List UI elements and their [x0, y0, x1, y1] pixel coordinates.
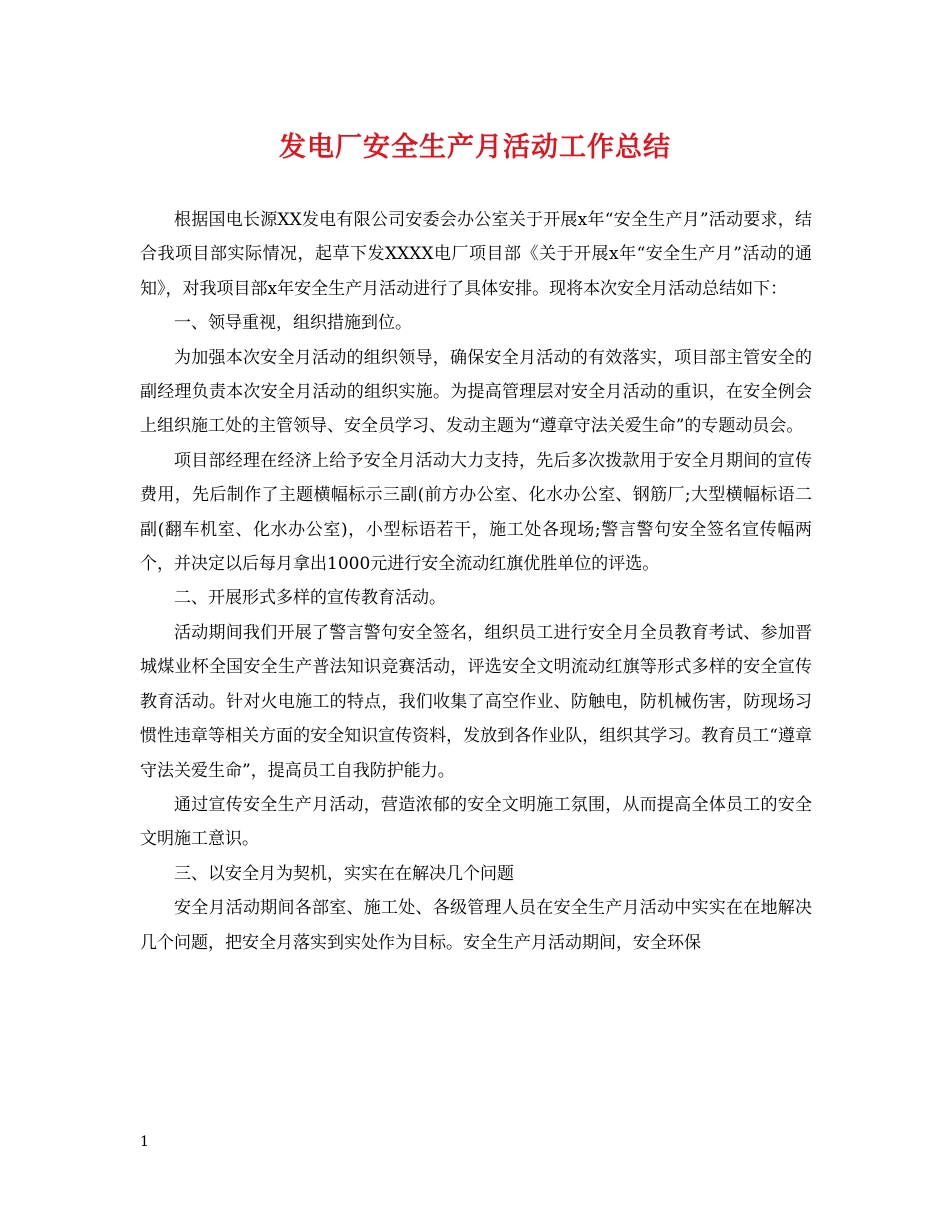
section-heading-1: 一、领导重视，组织措施到位。: [174, 313, 412, 334]
paragraph: 为加强本次安全月活动的组织领导，确保安全月活动的有效落实，项目部主管安全的副经理负责本次安全月活动的组织实施。为提高管理层对安全月活动的重识，在安全例会上组织施工处的主管领导、安全员学习、发动主题为“遵章守法关爱生命”的专题动员会。: [140, 347, 812, 437]
page-number: 1: [140, 1134, 149, 1150]
document-title: 发电厂安全生产月活动工作总结: [279, 132, 671, 163]
section-heading-3: 三、以安全月为契机，实实在在解决几个问题: [174, 863, 514, 884]
document-body: [140, 203, 812, 960]
paragraph-intro: 根据国电长源XX发电有限公司安委会办公室关于开展x年“安全生产月”活动要求，结合我项目部实际情况，起草下发XXXX电厂项目部《关于开展x年“安全生产月”活动的通知》，对我项目部x年安全生产月活动进行了具体安排。现将本次安全月活动总结如下：: [140, 210, 812, 299]
section-heading-2: 二、开展形式多样的宣传教育活动。: [174, 588, 446, 609]
paragraph: 项目部经理在经济上给予安全月活动大力支持，先后多次拨款用于安全月期间的宣传费用，先后制作了主题横幅标示三副(前方办公室、化水办公室、钢筋厂;大型横幅标语二副(翻车机室、化水办公室)，小型标语若干，施工处各现场;警言警句安全签名宣传幅两个，并决定以后每月拿出1000元进行安全流动红旗优胜单位的评选。: [140, 450, 812, 575]
paragraph: 活动期间我们开展了警言警句安全签名，组织员工进行安全月全员教育考试、参加晋城煤业杯全国安全生产普法知识竞赛活动，评选安全文明流动红旗等形式多样的安全宣传教育活动。针对火电施工的特点，我们收集了高空作业、防触电，防机械伤害，防现场习惯性违章等相关方面的安全知识宣传资料，发放到各作业队，组织其学习。教育员工“遵章守法关爱生命”，提高员工自我防护能力。: [140, 622, 812, 781]
paragraph: 通过宣传安全生产月活动，营造浓郁的安全文明施工氛围，从而提高全体员工的安全文明施工意识。: [140, 794, 812, 850]
paragraph: 安全月活动期间各部室、施工处、各级管理人员在安全生产月活动中实实在在地解决几个问题，把安全月落实到实处作为目标。安全生产月活动期间，安全环保: [140, 898, 812, 953]
